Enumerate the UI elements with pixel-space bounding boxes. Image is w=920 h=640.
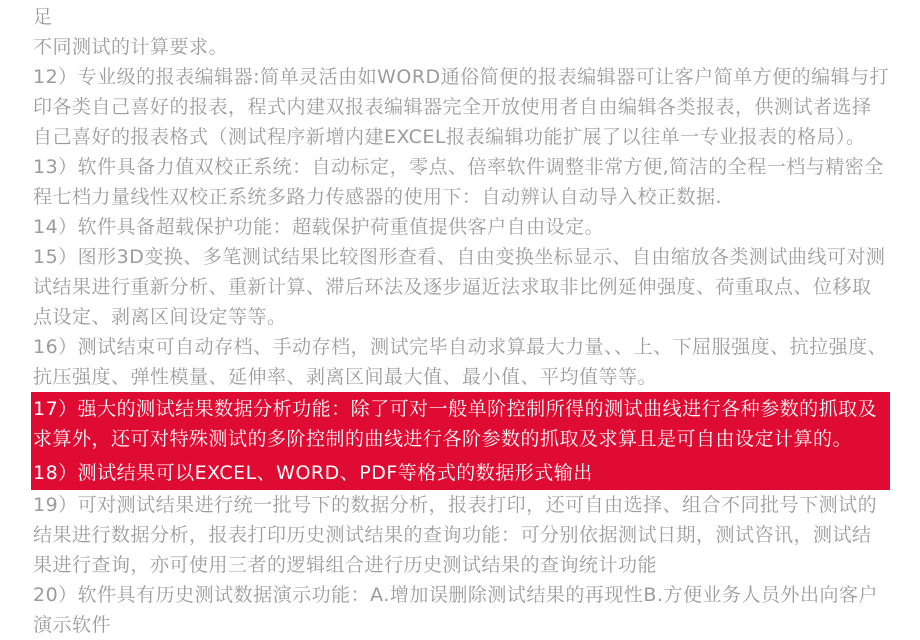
- feature-paragraph: 12）专业级的报表编辑器:简单灵活由如WORD通俗简便的报表编辑器可让客户简单方便的编辑与打印各类自己喜好的报表，程式内建双报表编辑器完全开放使用者自由编辑各类报表，供测试者选择自己喜好的报表格式（测试程序新增内建EXCEL报表编辑功能扩展了以往单一专业报表的格局）。: [33, 66, 890, 148]
- feature-paragraph: 13）软件具备力值双校正系统：自动标定，零点、倍率软件调整非常方便,简洁的全程一档与精密全程七档力量线性双校正系统多路力传感器的使用下：自动辨认自动导入校正数据.: [33, 156, 884, 208]
- feature-paragraph: 16）测试结束可自动存档、手动存档，测试完毕自动求算最大力量、、上、下屈服强度、抗拉强度、抗压强度、弹性模量、延伸率、剥离区间最大值、最小值、平均值等等。: [33, 336, 888, 388]
- feature-paragraph: 20）软件具有历史测试数据演示功能：A.增加误删除测试结果的再现性B.方便业务人员外出向客户演示软件: [33, 584, 878, 636]
- feature-paragraph: 14）软件具备超载保护功能：超载保护荷重值提供客户自由设定。: [33, 216, 605, 238]
- feature-paragraph-container: [33, 2, 890, 640]
- feature-paragraph: 足: [33, 6, 53, 28]
- feature-paragraph-highlighted: 17）强大的测试结果数据分析功能：除了可对一般单阶控制所得的测试曲线进行各种参数的抓取及求算外，还可对特殊测试的多阶控制的曲线进行各阶参数的抓取及求算且是可自由设定计算的。: [31, 392, 890, 456]
- feature-paragraph: 19）可对测试结果进行统一批号下的数据分析，报表打印，还可自由选择、组合不同批号下测试的结果进行数据分析，报表打印历史测试结果的查询功能：可分别依据测试日期，测试咨讯，测试结果进行查询，亦可使用三者的逻辑组合进行历史测试结果的查询统计功能: [33, 494, 878, 576]
- feature-paragraph: 15）图形3D变换、多笔测试结果比较图形查看、自由变换坐标显示、自由缩放各类测试曲线可对测试结果进行重新分析、重新计算、滞后环法及逐步逼近法求取非比例延伸强度、荷重取点、位移取点设定、剥离区间设定等等。: [33, 246, 886, 328]
- feature-paragraph-highlighted: 18）测试结果可以EXCEL、WORD、PDF等格式的数据形式输出: [31, 456, 890, 490]
- feature-paragraph: 不同测试的计算要求。: [33, 36, 229, 58]
